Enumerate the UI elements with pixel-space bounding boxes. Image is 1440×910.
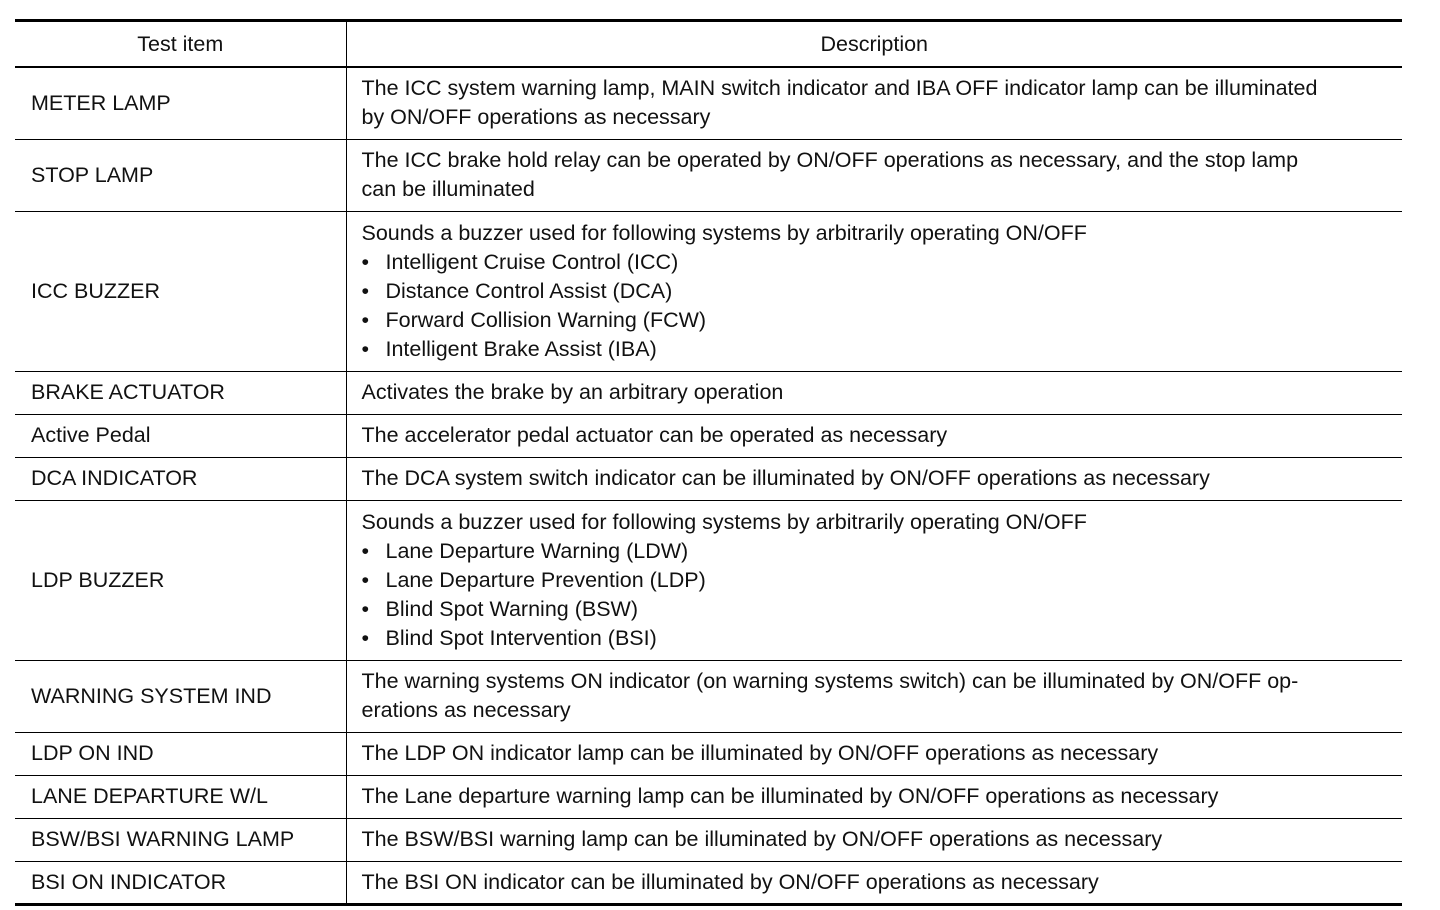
description-cell — [346, 457, 1402, 500]
table-row — [15, 67, 1402, 139]
description-cell — [346, 732, 1402, 775]
description-cell — [346, 67, 1402, 139]
test-item-cell: BSI ON INDICATOR — [15, 861, 346, 904]
bullet-dot-icon: • — [361, 596, 370, 621]
table-row — [15, 139, 1402, 211]
bullet-dot-icon: • — [361, 625, 370, 650]
test-item-table — [15, 19, 1402, 906]
bullet-item — [362, 277, 1393, 306]
description-line: The LDP ON indicator lamp can be illuminated by ON/OFF operations as necessary — [361, 741, 1159, 765]
bullet-item — [362, 624, 1393, 653]
test-item-cell: LDP BUZZER — [15, 500, 346, 660]
table-body — [15, 67, 1402, 904]
description-line: Sounds a buzzer used for following systems by arbitrarily operating ON/OFF — [361, 509, 1087, 534]
description-cell — [346, 660, 1402, 732]
test-item-cell: LANE DEPARTURE W/L — [15, 775, 346, 818]
test-item-cell: METER LAMP — [15, 67, 346, 139]
description-cell — [346, 500, 1402, 660]
description-cell — [346, 139, 1402, 211]
description-line: The warning systems ON indicator (on warning systems switch) can be illuminated by ON/OFF op- — [361, 669, 1299, 693]
description-line: The BSW/BSI warning lamp can be illuminated by ON/OFF operations as necessary — [361, 827, 1163, 851]
description-cell — [346, 861, 1402, 904]
description-line: The DCA system switch indicator can be illuminated by ON/OFF operations as necessary — [361, 466, 1210, 490]
bullet-text: Blind Spot Intervention (BSI) — [385, 625, 657, 650]
bullet-item — [362, 566, 1393, 595]
bullet-item — [362, 595, 1393, 624]
description-line: The Lane departure warning lamp can be illuminated by ON/OFF operations as necessary — [361, 784, 1219, 808]
table-row — [15, 500, 1402, 660]
description-cell — [346, 211, 1402, 371]
table-row — [15, 775, 1402, 818]
bullet-dot-icon: • — [361, 567, 370, 592]
bullet-text: Lane Departure Warning (LDW) — [385, 538, 689, 563]
table-row — [15, 371, 1402, 414]
bullet-text: Blind Spot Warning (BSW) — [385, 596, 639, 621]
bullet-dot-icon: • — [361, 249, 370, 274]
bullet-text: Distance Control Assist (DCA) — [385, 278, 673, 303]
bullet-item — [362, 248, 1393, 277]
description-line: can be illuminated — [361, 177, 535, 201]
table-row — [15, 818, 1402, 861]
bullet-text: Intelligent Brake Assist (IBA) — [385, 336, 657, 361]
test-item-cell: ICC BUZZER — [15, 211, 346, 371]
table-row — [15, 457, 1402, 500]
bullet-text: Forward Collision Warning (FCW) — [385, 307, 707, 332]
description-cell — [346, 775, 1402, 818]
bullet-dot-icon: • — [361, 336, 370, 361]
bullet-item — [362, 335, 1393, 364]
test-item-cell: Active Pedal — [15, 414, 346, 457]
test-item-cell: DCA INDICATOR — [15, 457, 346, 500]
header-test-item: Test item — [15, 21, 346, 68]
table-row — [15, 414, 1402, 457]
header-description: Description — [346, 21, 1402, 68]
description-cell — [346, 414, 1402, 457]
table-header-row — [15, 21, 1402, 68]
bullet-dot-icon: • — [361, 307, 370, 332]
description-line: The ICC brake hold relay can be operated by ON/OFF operations as necessary, and the stop lamp — [361, 148, 1299, 172]
bullet-text: Lane Departure Prevention (LDP) — [385, 567, 706, 592]
bullet-item — [362, 537, 1393, 566]
test-item-cell: WARNING SYSTEM IND — [15, 660, 346, 732]
test-item-cell: BRAKE ACTUATOR — [15, 371, 346, 414]
bullet-text: Intelligent Cruise Control (ICC) — [385, 249, 679, 274]
table-row — [15, 732, 1402, 775]
description-line: erations as necessary — [361, 698, 571, 722]
description-line: Activates the brake by an arbitrary operation — [361, 380, 784, 404]
test-item-cell: BSW/BSI WARNING LAMP — [15, 818, 346, 861]
test-item-cell: STOP LAMP — [15, 139, 346, 211]
table-row — [15, 211, 1402, 371]
description-cell — [346, 818, 1402, 861]
description-line: The BSI ON indicator can be illuminated by ON/OFF operations as necessary — [361, 869, 1099, 894]
bullet-dot-icon: • — [361, 278, 370, 303]
test-item-cell: LDP ON IND — [15, 732, 346, 775]
table-row — [15, 660, 1402, 732]
bullet-dot-icon: • — [361, 538, 370, 563]
bullet-item — [362, 306, 1393, 335]
description-line: Sounds a buzzer used for following systems by arbitrarily operating ON/OFF — [361, 220, 1087, 245]
table-row — [15, 861, 1402, 904]
description-line: by ON/OFF operations as necessary — [361, 105, 711, 130]
description-cell — [346, 371, 1402, 414]
description-line: The ICC system warning lamp, MAIN switch indicator and IBA OFF indicator lamp can be illuminated — [361, 76, 1318, 101]
description-line: The accelerator pedal actuator can be operated as necessary — [361, 423, 948, 447]
